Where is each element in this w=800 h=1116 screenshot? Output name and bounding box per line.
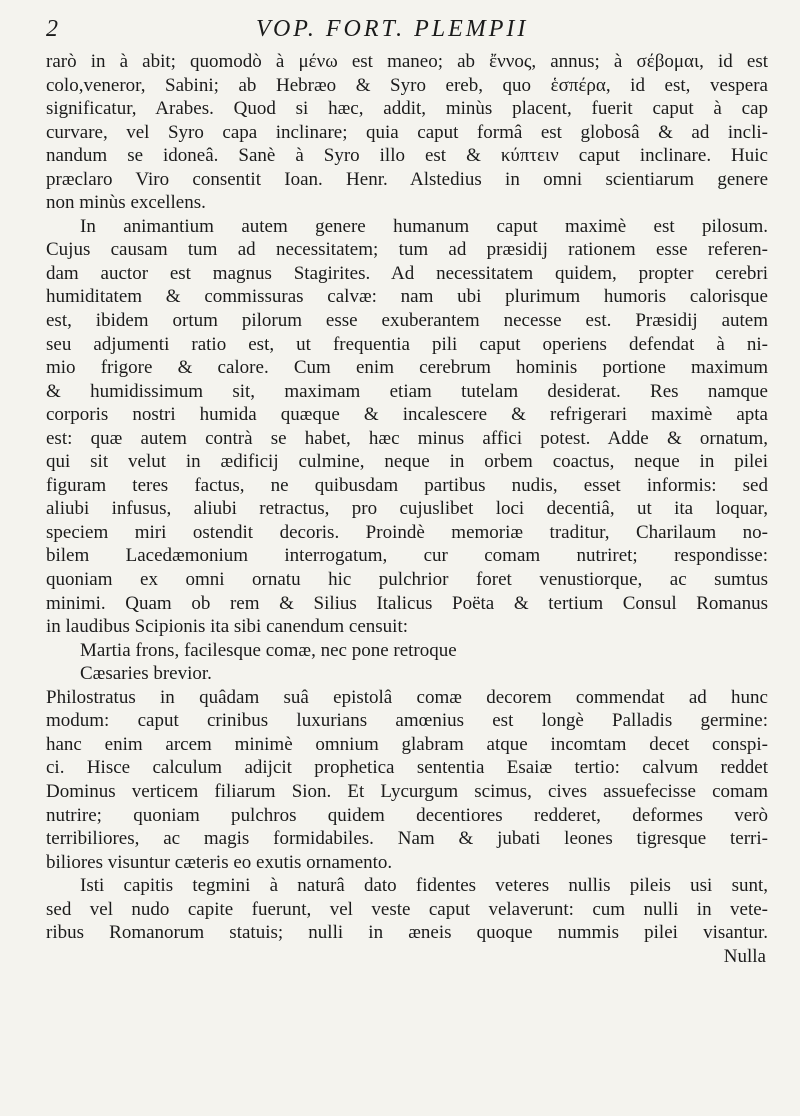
- paragraph: [46, 874, 768, 945]
- text-line: curvare, vel Syro capa inclinare; quia caput formâ est globosâ & ad incli-: [46, 121, 768, 143]
- text-line: præclaro Viro consentit Ioan. Henr. Alstedius in omni scientiarum genere: [46, 168, 768, 190]
- text-line: aliubi infusus, aliubi retractus, pro cujuslibet loci decentiâ, ut ita loquar,: [46, 498, 768, 520]
- text-line: sed vel nudo capite fuerunt, vel veste caput velaverunt: cum nulli in vete-: [46, 898, 768, 920]
- text-line: humiditatem & commissuras calvæ: nam ubi plurimum humoris calorisque: [46, 286, 768, 308]
- text-line: Isti capitis tegmini à naturâ dato fidentes veteres nullis pileis usi sunt,: [80, 875, 768, 897]
- text-line: terribiliores, ac magis formidabiles. Nam & jubati leones tigresque terri-: [46, 828, 768, 850]
- page-number: 2: [46, 16, 58, 42]
- paragraph: [46, 50, 768, 215]
- text-line: rarò in à abit; quomodò à μένω est maneo; ab ἔννος, annus; à σέβομαι, id est: [46, 51, 768, 72]
- text-line: ci. Hisce calculum adijcit prophetica sententia Esaiæ tertio: calvum reddet: [46, 757, 768, 779]
- text-line: nandum se idoneâ. Sanè à Syro illo est & κύπτειν caput inclinare. Huic: [46, 145, 768, 167]
- verse-quotation: [46, 639, 768, 686]
- text-line: significatur, Arabes. Quod si hæc, addit, minùs placent, fuerit caput à cap: [46, 98, 768, 120]
- text-line: est, ibidem ortum pilorum esse exuberantem necesse est. Præsidij autem: [46, 310, 768, 332]
- text-line: non minùs excellens.: [46, 192, 206, 214]
- paragraph: [46, 215, 768, 639]
- verse-line: Martia frons, facilesque comæ, nec pone retroque: [80, 639, 457, 661]
- text-line: corporis nostri humida quæque & incalescere & refrigerari maximè apta: [46, 404, 768, 426]
- catchword: Nulla: [723, 945, 766, 967]
- paragraph: [46, 686, 768, 874]
- text-line: qui sit velut in ædificij culmine, neque in orbem coactus, neque in pilei: [46, 451, 768, 473]
- running-head: VOP. FORT. PLEMPII: [256, 16, 529, 42]
- text-line: ribus Romanorum statuis; nulli in æneis quoque nummis pilei visantur.: [46, 922, 768, 944]
- verse-line: Cæsaries brevior.: [80, 663, 212, 685]
- text-line: Cujus causam tum ad necessitatem; tum ad præsidij rationem esse referen-: [46, 239, 768, 261]
- text-line: figuram teres factus, ne quibusdam partibus nudis, esset informis: sed: [46, 474, 768, 496]
- body-text: [46, 50, 768, 969]
- text-line: Philostratus in quâdam suâ epistolâ comæ decorem commendat ad hunc: [46, 686, 768, 708]
- text-line: minimi. Quam ob rem & Silius Italicus Poëta & tertium Consul Romanus: [46, 592, 768, 614]
- text-line: In animantium autem genere humanum caput maximè est pilosum.: [80, 215, 768, 237]
- text-line: modum: caput crinibus luxurians amœnius est longè Palladis germine:: [46, 710, 768, 732]
- page-header: [46, 16, 768, 50]
- text-line: seu adjumenti ratio est, ut frequentia pili caput operiens defendat à ni-: [46, 333, 768, 355]
- text-line: nutrire; quoniam pulchros quidem decentiores redderet, deformes verò: [46, 804, 768, 826]
- text-line: est: quæ autem contrà se habet, hæc minus affici potest. Adde & ornatum,: [46, 427, 768, 449]
- text-line: dam auctor est magnus Stagirites. Ad necessitatem quidem, propter cerebri: [46, 262, 768, 284]
- text-line: bilem Lacedæmonium interrogatum, cur comam nutriret; respondisse:: [46, 545, 768, 567]
- text-line: speciem miri ostendit decoris. Proindè memoriæ traditur, Charilaum no-: [46, 521, 768, 543]
- text-line: & humidissimum sit, maximam etiam tutelam desiderat. Res namque: [46, 380, 768, 402]
- text-line: quoniam ex omni ornatu hic pulchrior foret venustiorque, ac sumtus: [46, 569, 768, 591]
- text-line: biliores visuntur cæteris eo exutis ornamento.: [46, 851, 393, 873]
- text-line: mio frigore & calore. Cum enim cerebrum hominis portione maximum: [46, 357, 768, 379]
- text-line: in laudibus Scipionis ita sibi canendum censuit:: [46, 616, 409, 638]
- text-line: hanc enim arcem minimè omnium glabram atque incomtam decet conspi-: [46, 733, 768, 755]
- text-line: Dominus verticem filiarum Sion. Et Lycurgum scimus, cives assuefecisse comam: [46, 780, 768, 802]
- text-line: colo,veneror, Sabini; ab Hebræo & Syro ereb, quo ἑσπέρα, id est, vespera: [46, 74, 768, 96]
